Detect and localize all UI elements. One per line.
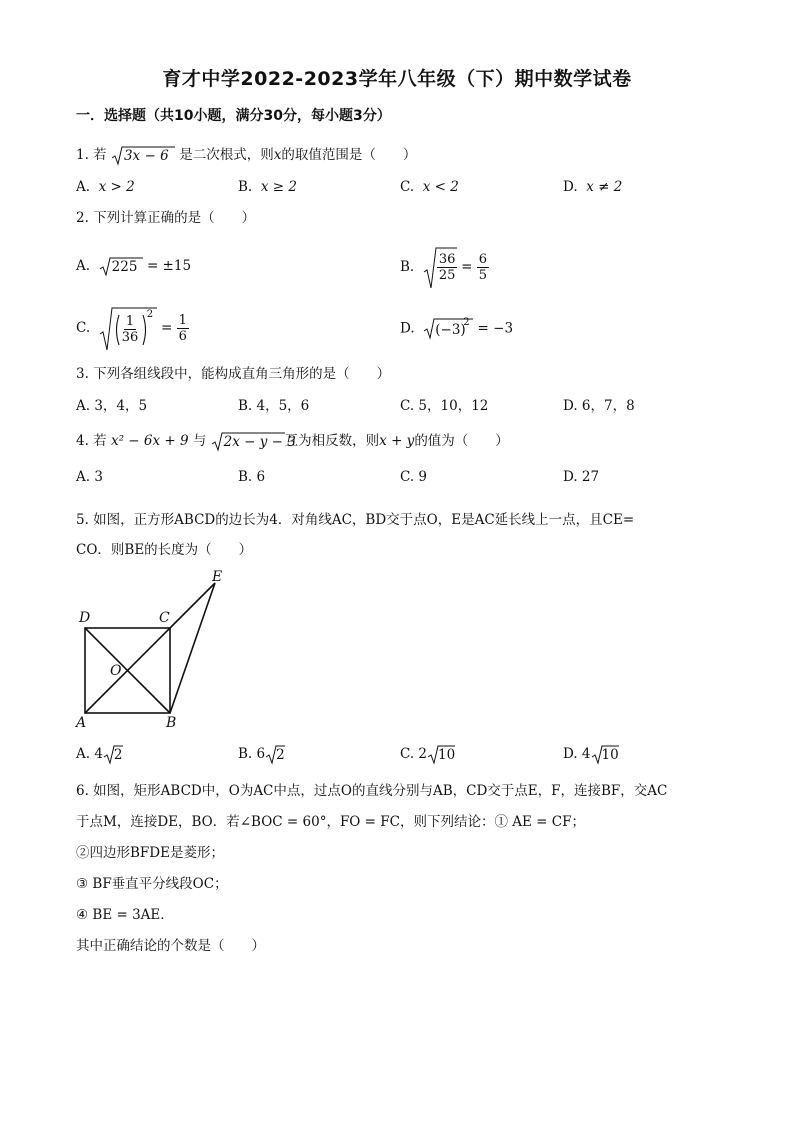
label-d: D [79, 610, 91, 626]
q6-line6: 其中正确结论的个数是（ ） [76, 938, 265, 954]
q3-option-d: D. 6，7，8 [563, 398, 635, 414]
q6-line3: ②四边形BFDE是菱形； [76, 845, 224, 861]
label-a: A [76, 715, 87, 731]
q1-pre: 1. 若 [76, 147, 107, 163]
segment-be [170, 583, 215, 713]
q6-line1: 6. 如图，矩形ABCD中，O为AC中点，过点O的直线分别与AB，CD交于点E，F，连接BF，交AC [76, 783, 668, 799]
q5-square-figure [70, 565, 240, 739]
label-b: B [166, 715, 177, 731]
q5-figure-lines [85, 583, 215, 713]
q5-option-a: A. 4 2 [76, 746, 123, 763]
q5-option-d: D. 4 10 [563, 746, 619, 763]
q2-stem: 2. 下列计算正确的是（ ） [76, 210, 256, 226]
label-e: E [212, 569, 223, 585]
q1-post: 的取值范围是（ ） [281, 147, 417, 163]
q1-radical [111, 146, 175, 166]
q6-line5: ④ BE = 3AE． [76, 907, 174, 923]
q1-option-c: C. x < 2 [400, 179, 459, 195]
q3-option-a: A. 3，4，5 [76, 398, 148, 414]
q1-mid: 是二次根式，则 [179, 147, 274, 163]
q5-option-c: C. 2 10 [400, 746, 456, 763]
q2-a-radical: 225 [99, 257, 143, 277]
q5-line1: 5. 如图，正方形ABCD的边长为4．对角线AC，BD交于点O，E是AC延长线上一点，且CE= [76, 512, 635, 528]
q3-option-c: C. 5，10，12 [400, 398, 489, 414]
q2-c-radical: $\frac{1}{36}$ 2 [99, 306, 157, 352]
q2-option-a: A. 225 = ±15 [76, 258, 192, 275]
label-o: O [110, 663, 122, 679]
q5-option-b: B. 6 2 [238, 746, 285, 763]
q4-poly: x² − 6x + 9 [110, 433, 189, 449]
q4-option-c: C. 9 [400, 469, 428, 485]
q2-b-radical: $\frac{36}{25}$ [423, 246, 457, 290]
exam-title: 育才中学2022-2023学年八年级（下）期中数学试卷 [162, 68, 632, 90]
q1-option-d: D. x ≠ 2 [563, 179, 623, 195]
q4-radical: 2x − y − 3 [211, 432, 285, 452]
q3-option-b: B. 4，5，6 [238, 398, 310, 414]
q4-option-b: B. 6 [238, 469, 266, 485]
q2-option-c: C. $\frac{1}{36}$ 2 = $\frac{1}{6}$ [76, 305, 189, 351]
q4-stem: 4. 若 x² − 6x + 9 与 2x − y − 3 互为相反数，则x + y的值为（ ） [76, 433, 509, 450]
q4-option-d: D. 27 [563, 469, 600, 485]
q3-stem: 3. 下列各组线段中，能构成直角三角形的是（ ） [76, 366, 391, 382]
q1-var: x [273, 147, 282, 163]
q1-option-b: B. x ≥ 2 [238, 179, 297, 195]
q2-option-b: B. $\frac{36}{25}$ = $\frac{6}{5}$ [400, 245, 489, 289]
q1-stem [76, 145, 416, 166]
q1-option-a: A. x > 2 [76, 179, 135, 195]
label-c: C [159, 610, 170, 626]
q6-line2: 于点M，连接DE，BO．若∠BOC = 60°，FO = FC，则下列结论：① AE = CF； [76, 814, 585, 830]
q1-radicand: 3x − 6 [123, 147, 169, 164]
q6-line4: ③ BF垂直平分线段OC； [76, 876, 228, 892]
q2-d-radical: (−3) 2 [423, 318, 473, 340]
q4-option-a: A. 3 [76, 469, 103, 485]
q5-line2: CO．则BE的长度为（ ） [76, 542, 253, 558]
section-heading: 一．选择题（共10小题，满分30分，每小题3分） [76, 108, 391, 124]
q2-option-d: D. (−3) 2 = −3 [400, 317, 514, 338]
segment-ce [170, 583, 215, 628]
